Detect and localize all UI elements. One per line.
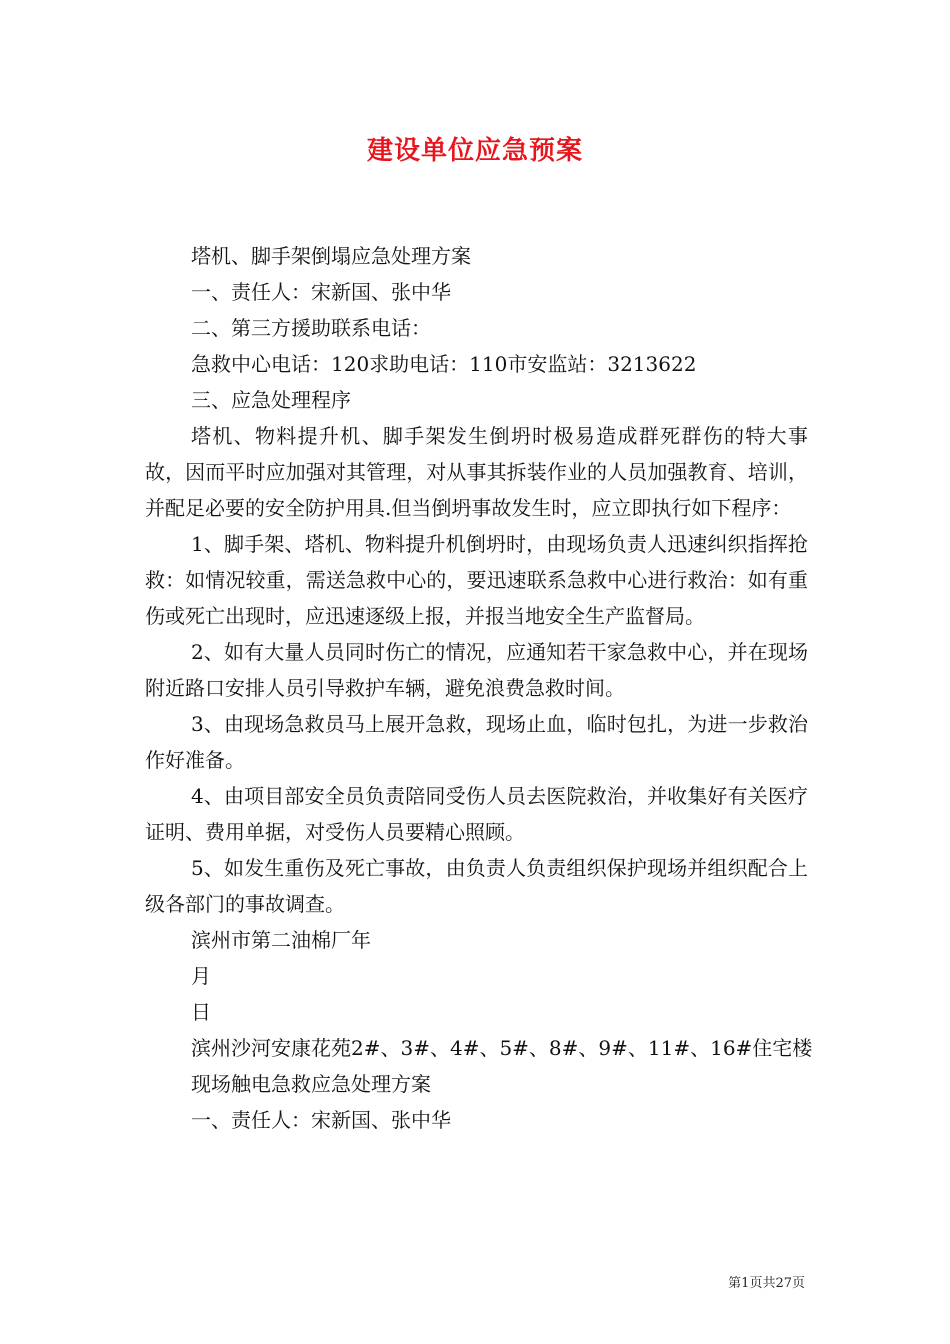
paragraph-step-3: 3、由现场急救员马上展开急救，现场止血，临时包扎，为进一步救治作好准备。 <box>145 712 808 772</box>
emergency-phones: 急救中心电话：120求助电话：110市安监站：3213622 <box>191 352 697 376</box>
paragraph-step-5: 5、如发生重伤及死亡事故，由负责人负责组织保护现场并组织配合上级各部门的事故调查。 <box>145 856 808 916</box>
paragraph-step-2: 2、如有大量人员同时伤亡的情况，应通知若干家急救中心，并在现场附近路口安排人员引导救护车辆，避免浪费急救时间。 <box>145 640 808 700</box>
closing-day: 日 <box>191 1000 211 1024</box>
page-footer: 第1页共27页 <box>728 1276 805 1291</box>
paragraph-step-4: 4、由项目部安全员负责陪同受伤人员去医院救治，并收集好有关医疗证明、费用单据，对受伤人员要精心照顾。 <box>145 784 808 844</box>
document-title: 建设单位应急预案 <box>366 136 583 166</box>
section-heading-2: 现场触电急救应急处理方案 <box>191 1072 431 1096</box>
project-name: 滨州沙河安康花苑2#、3#、4#、5#、8#、9#、11#、16#住宅楼 <box>191 1036 813 1060</box>
document-body <box>145 238 813 1138</box>
procedure-heading: 三、应急处理程序 <box>191 388 351 412</box>
responsible-persons-2: 一、责任人：宋新国、张中华 <box>191 1108 451 1132</box>
contact-heading: 二、第三方援助联系电话： <box>191 316 431 340</box>
closing-month: 月 <box>191 964 211 988</box>
paragraph-step-1: 1、脚手架、塔机、物料提升机倒坍时，由现场负责人迅速纠织指挥抢救：如情况较重，需送急救中心的，要迅速联系急救中心进行救治：如有重伤或死亡出现时，应迅速逐级上报，并报当地安全生产监督局。 <box>145 532 808 628</box>
paragraph-intro: 塔机、物料提升机、脚手架发生倒坍时极易造成群死群伤的特大事故，因而平时应加强对其管理，对从事其拆装作业的人员加强教育、培训，并配足必要的安全防护用具.但当倒坍事故发生时，应立即执行如下程序： <box>145 424 808 520</box>
closing-org: 滨州市第二油棉厂年 <box>191 928 371 952</box>
responsible-persons: 一、责任人：宋新国、张中华 <box>191 280 451 304</box>
section-heading: 塔机、脚手架倒塌应急处理方案 <box>191 244 471 268</box>
